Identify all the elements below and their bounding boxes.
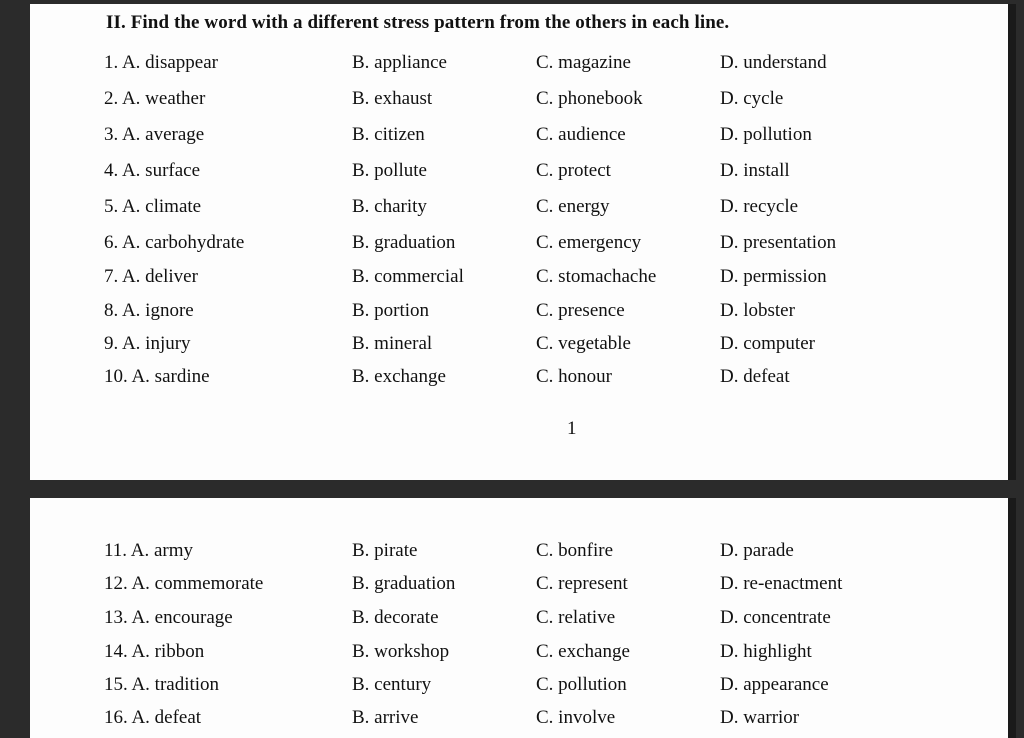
option-d: D. re-enactment [720,573,843,594]
question-row [30,160,1016,190]
option-c: C. vegetable [536,333,631,354]
question-row [30,707,1016,737]
option-c: C. presence [536,300,625,321]
page-edge-shadow [1008,4,1016,480]
option-b: B. arrive [352,707,419,728]
option-a: 14. A. ribbon [104,641,205,662]
option-b: B. pollute [352,160,427,181]
document-page-1 [30,4,1016,480]
option-c: C. emergency [536,232,642,253]
option-a: 3. A. average [104,124,205,145]
option-b: B. portion [352,300,430,321]
option-d: D. concentrate [720,607,831,628]
option-b: B. citizen [352,124,425,145]
option-d: D. appearance [720,674,829,695]
option-d: D. computer [720,333,815,354]
option-b: B. graduation [352,573,456,594]
question-row [30,641,1016,671]
option-c: C. relative [536,607,616,628]
option-c: C. exchange [536,641,630,662]
option-a: 11. A. army [104,540,194,561]
question-row [30,540,1016,570]
option-b: B. century [352,674,432,695]
option-d: D. defeat [720,366,790,387]
option-a: 2. A. weather [104,88,206,109]
option-d: D. understand [720,52,827,73]
option-d: D. pollution [720,124,812,145]
question-row [30,52,1016,82]
option-c: C. involve [536,707,616,728]
option-b: B. workshop [352,641,450,662]
option-c: C. honour [536,366,612,387]
question-row [30,300,1016,330]
option-a: 8. A. ignore [104,300,194,321]
option-a: 16. A. defeat [104,707,202,728]
option-a: 15. A. tradition [104,674,220,695]
option-a: 9. A. injury [104,333,191,354]
option-a: 13. A. encourage [104,607,233,628]
option-a: 7. A. deliver [104,266,198,287]
option-b: B. appliance [352,52,447,73]
option-b: B. charity [352,196,427,217]
option-b: B. exchange [352,366,446,387]
option-b: B. exhaust [352,88,433,109]
option-d: D. presentation [720,232,837,253]
page-number: 1 [567,418,577,439]
option-d: D. recycle [720,196,799,217]
option-a: 1. A. disappear [104,52,218,73]
option-d: D. install [720,160,790,181]
option-b: B. pirate [352,540,418,561]
option-d: D. lobster [720,300,795,321]
option-a: 10. A. sardine [104,366,210,387]
option-d: D. parade [720,540,794,561]
question-row [30,266,1016,296]
option-a: 12. A. commemorate [104,573,264,594]
question-row [30,366,1016,396]
option-b: B. commercial [352,266,464,287]
option-a: 4. A. surface [104,160,201,181]
question-row [30,607,1016,637]
question-row [30,573,1016,603]
question-row [30,232,1016,262]
question-row [30,88,1016,118]
option-d: D. cycle [720,88,784,109]
exercise-title: II. Find the word with a different stress pattern from the others in each line. [106,12,730,33]
option-c: C. stomachache [536,266,657,287]
option-c: C. energy [536,196,610,217]
option-c: C. protect [536,160,611,181]
question-row [30,674,1016,704]
option-d: D. highlight [720,641,812,662]
document-page-2 [30,498,1016,738]
option-c: C. bonfire [536,540,614,561]
question-row [30,196,1016,226]
option-c: C. magazine [536,52,631,73]
option-d: D. warrior [720,707,800,728]
option-d: D. permission [720,266,827,287]
question-row [30,333,1016,363]
option-c: C. represent [536,573,628,594]
question-row [30,124,1016,154]
option-b: B. decorate [352,607,439,628]
option-a: 5. A. climate [104,196,202,217]
option-b: B. mineral [352,333,433,354]
page-edge-shadow [1008,498,1016,738]
option-c: C. phonebook [536,88,643,109]
option-b: B. graduation [352,232,456,253]
option-c: C. audience [536,124,626,145]
option-c: C. pollution [536,674,627,695]
option-a: 6. A. carbohydrate [104,232,245,253]
